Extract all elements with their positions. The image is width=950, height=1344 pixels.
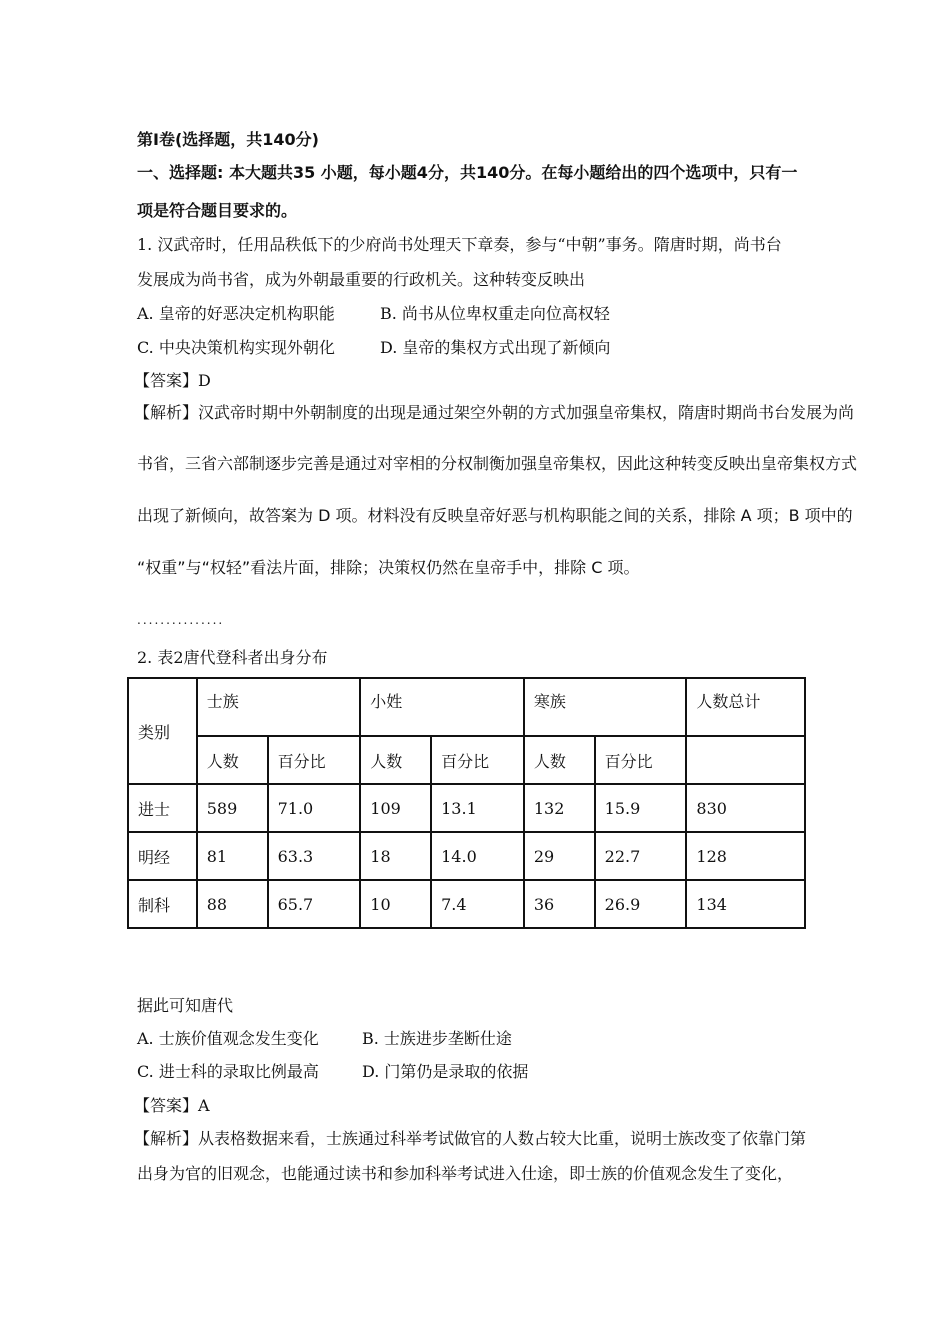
q1-stem-line-1: 1. 汉武帝时，任用品秩低下的少府尚书处理天下章奏，参与“中朝”事务。隋唐时期，尚书台 — [137, 235, 782, 254]
origin-distribution-table — [127, 677, 806, 929]
row-label: 明经 — [128, 832, 197, 880]
row-label: 进士 — [128, 784, 197, 832]
subheader-cell: 人数 — [524, 736, 595, 784]
header-total: 人数总计 — [686, 678, 805, 736]
table-cell: 134 — [686, 880, 805, 928]
q2-answer: 【答案】A — [134, 1096, 210, 1115]
subheader-empty-cell — [686, 736, 805, 784]
table-cell: 18 — [360, 832, 431, 880]
table-cell: 36 — [524, 880, 595, 928]
table-cell: 22.7 — [595, 832, 687, 880]
q1-stem-line-2: 发展成为尚书省，成为外朝最重要的行政机关。这种转变反映出 — [137, 270, 586, 289]
q1-analysis-line-2: 书省，三省六部制逐步完善是通过对宰相的分权制衡加强皇帝集权，因此这种转变反映出皇帝集权方式 — [137, 454, 858, 473]
q1-analysis-line-4: “权重”与“权轻”看法片面，排除；决策权仍然在皇帝手中，排除 C 项。 — [137, 558, 640, 577]
q1-option-c: C. 中央决策机构实现外朝化 — [137, 338, 335, 357]
table-cell: 132 — [524, 784, 595, 832]
q1-option-b: B. 尚书从位卑权重走向位高权轻 — [380, 304, 610, 323]
q1-answer: 【答案】D — [134, 371, 211, 390]
q2-option-a: A. 士族价值观念发生变化 — [137, 1029, 319, 1048]
table-cell: 589 — [197, 784, 268, 832]
separator-dots: ............... — [137, 613, 225, 627]
row-label: 制科 — [128, 880, 197, 928]
subheader-cell: 人数 — [197, 736, 268, 784]
table-cell: 81 — [197, 832, 268, 880]
q2-option-c: C. 进士科的录取比例最高 — [137, 1062, 319, 1081]
q2-analysis-line-2: 出身为官的旧观念，也能通过读书和参加科举考试进入仕途，即士族的价值观念发生了变化， — [137, 1164, 794, 1183]
table-cell: 63.3 — [268, 832, 361, 880]
header-xiaoxing: 小姓 — [360, 678, 524, 736]
header-shizu: 士族 — [197, 678, 361, 736]
table-cell: 15.9 — [595, 784, 687, 832]
table-cell: 29 — [524, 832, 595, 880]
q2-stem: 据此可知唐代 — [137, 996, 234, 1015]
q1-analysis-line-1: 【解析】汉武帝时期中外朝制度的出现是通过架空外朝的方式加强皇帝集权，隋唐时期尚书台发展为尚 — [134, 403, 855, 422]
table-cell: 65.7 — [268, 880, 361, 928]
subheader-cell: 人数 — [360, 736, 431, 784]
header-category: 类别 — [128, 678, 197, 784]
table-cell: 71.0 — [268, 784, 361, 832]
table-cell: 7.4 — [431, 880, 524, 928]
table-subheader-row — [128, 736, 805, 784]
table-row — [128, 784, 805, 832]
instructions-line-1: 一、选择题: 本大题共35 小题，每小题4分，共140分。在每小题给出的四个选项中，只有一 — [137, 163, 798, 182]
subheader-cell: 百分比 — [595, 736, 687, 784]
instructions-line-2: 项是符合题目要求的。 — [137, 201, 298, 220]
table-header-row — [128, 678, 805, 736]
q1-option-d: D. 皇帝的集权方式出现了新倾向 — [380, 338, 611, 357]
table-cell: 26.9 — [595, 880, 687, 928]
q2-caption: 2. 表2唐代登科者出身分布 — [137, 648, 328, 667]
table-cell: 109 — [360, 784, 431, 832]
table-cell: 14.0 — [431, 832, 524, 880]
table-cell: 830 — [686, 784, 805, 832]
header-hanzu: 寒族 — [524, 678, 687, 736]
q2-analysis-line-1: 【解析】从表格数据来看，士族通过科举考试做官的人数占较大比重，说明士族改变了依靠门第 — [134, 1129, 807, 1148]
subheader-cell: 百分比 — [268, 736, 361, 784]
section-title: 第Ⅰ卷(选择题，共140分) — [137, 130, 319, 149]
q2-option-b: B. 士族进步垄断仕途 — [362, 1029, 512, 1048]
q2-option-d: D. 门第仍是录取的依据 — [362, 1062, 529, 1081]
table-cell: 88 — [197, 880, 268, 928]
table-cell: 13.1 — [431, 784, 524, 832]
table-row — [128, 832, 805, 880]
table-cell: 128 — [686, 832, 805, 880]
q1-analysis-line-3: 出现了新倾向，故答案为 D 项。材料没有反映皇帝好恶与机构职能之间的关系，排除 A 项；B 项中的 — [137, 506, 853, 525]
q1-option-a: A. 皇帝的好恶决定机构职能 — [137, 304, 335, 323]
table-cell: 10 — [360, 880, 431, 928]
subheader-cell: 百分比 — [431, 736, 524, 784]
table-row — [128, 880, 805, 928]
